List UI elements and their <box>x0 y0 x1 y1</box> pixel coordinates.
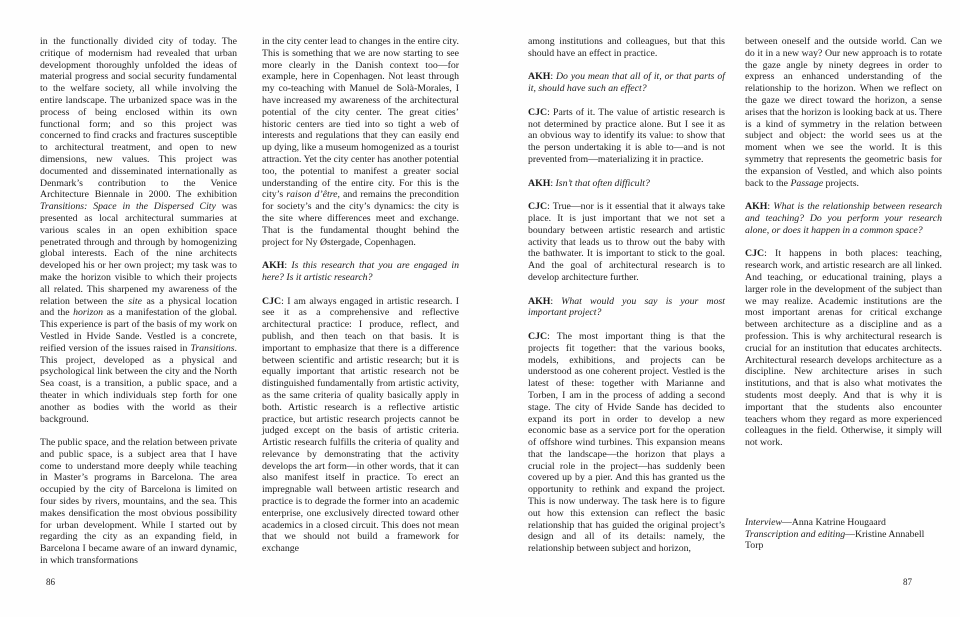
question-block <box>528 296 725 320</box>
text-run: —Kristine Annabell Torp <box>745 528 925 552</box>
credits-interview <box>745 517 942 529</box>
text-run: Transitions: Space in the Dispersed City <box>40 201 216 213</box>
text-run: projects. <box>823 177 860 189</box>
text-run: AKH <box>528 71 551 83</box>
text-run: CJC <box>528 201 548 213</box>
answer-block <box>262 296 459 556</box>
text-run: Transitions <box>190 342 235 354</box>
text-run: : The most important thing is that the projects fit together: that the various books, models, exhibitions, and projects can be understood as one coherent project. Vestled is the latest of these: together with Marianne and Torben, I am in the process of adding a second stage. The city of Hvide Sande has decided to expand its port in order to develop a new economic base as a service port for the operation of offshore wind turbines. This expansion means that the landscape—the horizon that plays a crucial role in the project—has suddenly been covered up by a pier. And this has granted us the opportunity to rethink and expand the project. This is now underway. The task here is to figure out how this extension can reflect the basic relationship that has guided the original project’s design and all of its details: namely, the relationship between subject and horizon, <box>528 330 725 555</box>
text-run: horizon <box>73 307 104 319</box>
text-run: AKH <box>528 295 551 307</box>
text-run: site <box>128 295 142 307</box>
text-run: : <box>284 260 292 272</box>
answer-block <box>528 201 725 284</box>
answer-block <box>528 107 725 166</box>
paragraph <box>745 36 942 189</box>
text-run: CJC <box>745 248 765 260</box>
text-column-3 <box>528 36 725 567</box>
paragraph <box>528 36 725 60</box>
text-run: : <box>767 201 774 213</box>
text-run: Transcription and editing <box>745 528 846 540</box>
answer-block <box>745 248 942 449</box>
page-number-right: 87 <box>903 577 912 587</box>
text-run: in the functionally divided city of today. The critique of modernism had revealed that urban development thoroughly unfolded the ideas of material progress and social security fundamental to the welfare society, all while involving the entire landscape. The urbanized space was in the process of being enclosed within its own functional form; and so this project was concerned to find cracks and fractures susceptible to architectural treatment, and open to new dimensions, new values. This project was documented and disseminated internationally as Denmark’s contribution to the Venice Architecture Biennale in 2000. The exhibition <box>40 36 237 201</box>
text-run: What is the relationship between research and teaching? Do you perform your research alone, or does it happen in a common space? <box>745 201 942 236</box>
text-run: as a manifestation of the global. This experience is part of the basis of my work on Vestled in Hvide Sande. Vestled is a concrete, reified version of the issues raised in <box>40 307 237 354</box>
question-block <box>528 178 725 190</box>
text-column-1 <box>40 36 237 579</box>
text-run: AKH <box>745 201 768 213</box>
text-run: CJC <box>262 295 282 307</box>
question-block <box>262 260 459 284</box>
text-run: What would you say is your most important project? <box>528 295 726 319</box>
text-column-2 <box>262 36 459 567</box>
text-run: in the city center lead to changes in the entire city. This is something that we are now starting to see more clearly in the Danish context too—for example, here in Copenhagen. Not least through my co-teaching with Manuel de Solà-Morales, I have increased my awareness of the architectural potential of the city center. The great cities’ historic centers are tied into so tight a web of interests and regulations that they can easily end up dying, like a museum homogenized as a tourist attraction. Yet the city center has another potential too, the potential to manifest a greater social understanding of the entire city. For this is the city’s <box>262 36 459 201</box>
question-block <box>745 201 942 236</box>
text-run: between oneself and the outside world. Can we do it in a new way? Our new approach is to rotate the gaze angle by ninety degrees in order to express an enhanced understanding of the relationship to the horizon. When we reflect on the gaze we direct toward the horizon, a sense arises that the horizon is looking back at us. There is a kind of symmetry in the relation between subject and object: the world sees us at the moment when we see the world. It is this symmetry that represents the geometric basis for the expansion of Vestled, and which also points back to the <box>745 36 942 189</box>
text-run: : It happens in both places: teaching, research work, and artistic research are all linked. And teaching, or educational training, plays a larger role in the development of the subject than we may realize. Academic institutions are the most important arenas for critical exchange between architecture as a discipline and as a profession. This is why architectural research is crucial for an institution that educates architects. Architectural research develops architecture as a discipline. New architecture arises in such institutions, and that is also what motivates the students most deeply. And that is why it is important that the students also encounter teachers whom they regard as more experienced colleagues in the field. Otherwise, it simply will not work. <box>745 248 942 449</box>
answer-block <box>528 331 725 555</box>
text-run: raison d’être <box>286 189 338 201</box>
text-run: . This project, developed as a physical and psychological link between the city and the North Sea coast, is a transition, a public space, and a theater in which individuals step forth for one another as bodies with the world as their background. <box>40 342 237 425</box>
text-run: : <box>550 177 556 189</box>
text-run: as a physical location and the <box>40 295 237 319</box>
text-run: The public space, and the relation between private and public space, is a subject area that I have come to understand more deeply while teaching in Master’s programs in Barcelona. The area occupied by the city of Barcelona is limited on four sides by rivers, mountains, and the sea. This makes densification the most obvious possibility for urban development. While I started out by regarding the city as an expanding field, in Barcelona I became aware of an inward dynamic, in which transformations <box>40 437 237 567</box>
question-block <box>528 71 725 95</box>
text-run: AKH <box>262 260 285 272</box>
text-run: was presented as local architectural summaries at various scales in an open exhibition space penetrated through and through by homogenizing global interests. Each of the nine architects developed his or her own project; my task was to make the horizon visible to which their projects all related. This sharpened my awareness of the relation between the <box>40 201 238 307</box>
text-run: : I am always engaged in artistic research. I see it as a comprehensive and reflective architectural practice: I produce, reflect, and publish, and then teach on that basis. It is important to emphasize that there is a difference between scientific and artistic research; but it is equally important that artistic research not be distinguished fundamentally from artistic activity, as the same criteria of quality basically apply in both. Artistic research is a reflective artistic practice, but artistic research projects cannot be judged except on the basis of artistic criteria. Artistic research fulfills the criteria of quality and relevance by demonstrating that the activity develops the art form—in other words, that it can also manifest itself in practice. To erect an impregnable wall between artistic research and practice is to degrade the former into an academic enterprise, one exclusively directed toward other academics in a closed circuit. This does not mean that we should not build a framework for exchange <box>262 295 459 555</box>
text-run: Is this research that you are engaged in here? Is it artistic research? <box>262 260 459 283</box>
text-run: : <box>550 71 556 83</box>
text-run: Passage <box>790 177 824 189</box>
text-run: Isn’t that often difficult? <box>555 177 650 189</box>
text-run: : <box>550 295 562 307</box>
paragraph <box>40 36 237 425</box>
text-run: : Parts of it. The value of artistic research is not determined by practice alone. But I see it as an obvious way to identify its value: to show that the person undertaking it is able to—and is not prevented from—materializing it in practice. <box>528 106 725 165</box>
text-run: AKH <box>528 177 551 189</box>
text-run: —Anna Katrine Hougaard <box>782 516 886 528</box>
paragraph <box>40 437 237 567</box>
credits-transcription <box>745 529 942 553</box>
text-run: : True—nor is it essential that it always take place. It is just important that we not set a boundary between artistic research and artistic activity that leads us to throw out the baby with the bathwater. It is important to stick to the goal. And the goal of architectural research is to develop architecture further. <box>528 201 725 283</box>
text-column-4 <box>745 36 942 552</box>
text-run: CJC <box>528 106 548 118</box>
text-run: CJC <box>528 330 548 342</box>
text-run: Do you mean that all of it, or that parts of it, should have such an effect? <box>528 71 725 95</box>
paragraph <box>262 36 459 248</box>
text-run: among institutions and colleagues, but that this should have an effect in practice. <box>528 36 725 59</box>
page-number-left: 86 <box>46 577 55 587</box>
text-run: Interview <box>745 516 782 528</box>
text-run: , and remains the precondition for society’s and the city’s dynamics: the city is the site where differences meet and exchange. That is the fundamental thought behind the project for Ny Østergade, Copenhagen. <box>262 189 459 248</box>
